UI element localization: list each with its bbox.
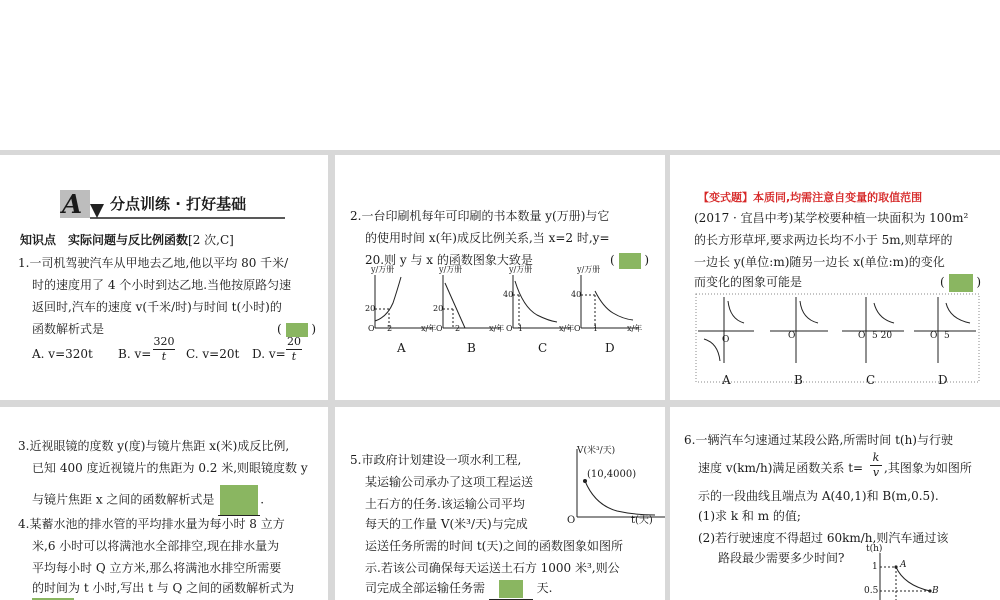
graph-b-label: B: [794, 373, 803, 387]
q1-option-c: C. v=20t: [186, 347, 240, 361]
q5-line-7: [365, 577, 553, 600]
q5-end: 天.: [536, 581, 553, 595]
variant-title: 【变式题】本质同,均需注意自变量的取值范围: [698, 191, 923, 204]
q1-option-b: [118, 343, 151, 365]
blank-top-area: [0, 0, 1000, 150]
point-a: [894, 565, 897, 568]
q2-answer-paren: [610, 249, 649, 271]
paren-open: (: [610, 253, 615, 267]
graph-b-xtick: 2: [455, 324, 461, 333]
graph-a-origin: O: [368, 324, 375, 333]
section-title: 分点训练 · 打好基础: [110, 195, 247, 213]
variant-line-1: (2017 · 宜昌中考)某学校要种植一块面积为 100m²: [694, 211, 969, 225]
panel-question-1: [0, 155, 328, 400]
graph-d: [914, 297, 976, 363]
q5-line-1: 5.市政府计划建设一项水利工程,: [350, 453, 522, 467]
graph-c: [842, 297, 904, 363]
graph-a: [698, 297, 754, 363]
graph-b: [443, 275, 501, 328]
frac-num: 320: [153, 335, 175, 348]
q6-line-2-pre: 速度 v(km/h)满足函数关系 t=: [698, 461, 864, 475]
graph-line: [445, 283, 465, 328]
graph-a-xtick: 2: [387, 324, 393, 333]
badge-letter: A: [62, 190, 83, 220]
q6-graph-ytick-1: 1: [872, 562, 878, 572]
q3-answer-blank: [218, 485, 260, 516]
graph-c-xlabel: x/年: [559, 324, 575, 333]
q5-line-7-text: 司完成全部运输任务需: [365, 581, 486, 595]
graph-a-origin: O: [722, 335, 730, 345]
q3-answer-block[interactable]: [220, 485, 258, 515]
graph-b-ytick: 20: [433, 304, 444, 313]
q1-option-d-fraction: [286, 335, 302, 364]
graph-c-ytick: 40: [503, 290, 514, 299]
graph-c-label: C: [866, 373, 876, 387]
graph-b: [770, 297, 828, 363]
paren-open: (: [277, 322, 282, 336]
frac-num: k: [870, 451, 882, 466]
graph-d-ytick: 40: [571, 290, 582, 299]
opt-d-prefix: D. v=: [252, 347, 286, 361]
q6-fraction: [870, 451, 882, 480]
graph-d: [581, 275, 639, 328]
variant-answer-block[interactable]: [949, 274, 973, 292]
q1-option-b-fraction: [153, 335, 175, 364]
graph-a: [375, 275, 433, 328]
graph-a-ytick: 20: [365, 304, 376, 313]
knowledge-point-tag: [2 次,C]: [188, 233, 234, 247]
q5-graph-xlabel: t(天): [631, 515, 653, 526]
q4-line-1: 4.某蓄水池的排水管的平均排水量为每小时 8 立方: [18, 517, 285, 531]
q5-line-2: 某运输公司承办了这项工程运送: [365, 475, 534, 489]
q6-sub-2b: 路段最少需要多少时间?: [718, 551, 845, 565]
graph-d-xtick: 1: [593, 324, 599, 333]
variant-line-4: 而变化的图象可能是: [694, 275, 803, 289]
q1-line-4: 函数解析式是: [32, 322, 105, 336]
knowledge-point-line: [20, 229, 234, 251]
q6-graph-ylabel: t(h): [866, 544, 883, 554]
q3-line-1: 3.近视眼镜的度数 y(度)与镜片焦距 x(米)成反比例,: [18, 439, 290, 453]
graph-d-label: D: [605, 341, 615, 355]
frac-den: v: [872, 466, 880, 479]
graph-c: [513, 275, 571, 328]
q4-line-4: 的时间为 t 小时,写出 t 与 Q 之间的函数解析式为: [32, 581, 295, 595]
q5-line-4: 每天的工作量 V(米³/天)与完成: [365, 517, 528, 531]
graph-c-ticks: 5 20: [872, 331, 893, 341]
q5-line-5: 运送任务所需的时间 t(天)之间的函数图象如图所: [365, 539, 624, 553]
q1-line-3: 返回时,汽车的速度 v(千米/时)与时间 t(小时)的: [32, 300, 282, 314]
curve-q1: [946, 303, 970, 323]
paren-open: (: [940, 275, 945, 289]
panel-question-2: [335, 155, 665, 400]
paren-close: ): [976, 275, 982, 289]
graph-curve: [375, 277, 401, 321]
panel-question-5: [335, 407, 665, 600]
q5-graph-point-label: (10,4000): [587, 469, 637, 480]
q1-option-a: A. v=320t: [32, 347, 93, 361]
q6-line-2-post: ,其图象为如图所: [884, 461, 972, 475]
graph-c-label: C: [538, 341, 548, 355]
paren-close: ): [311, 322, 317, 336]
frac-num: 20: [287, 335, 301, 348]
q1-line-1: 1.一司机驾驶汽车从甲地去乙地,他以平均 80 千米/: [18, 256, 289, 270]
q2-line-3: 20.则 y 与 x 的函数图象大致是: [365, 253, 533, 267]
q2-graphs: [335, 273, 665, 398]
q3-line-3-text: 与镜片焦距 x 之间的函数解析式是: [32, 492, 215, 507]
graph-c-xtick: 1: [518, 324, 524, 333]
knowledge-point-label: 知识点 实际问题与反比例函数: [20, 233, 189, 247]
variant-line-3: 一边长 y(单位:m)随另一边长 x(单位:m)的变化: [694, 255, 945, 269]
graph-curve: [585, 481, 655, 515]
q2-line-1: 2.一台印刷机每年可印刷的书本数量 y(万册)与它: [350, 209, 610, 223]
q6-graph-point-a: A: [900, 560, 907, 570]
q5-line-3: 土石方的任务.该运输公司平均: [365, 497, 525, 511]
q5-graph-origin: O: [567, 515, 576, 526]
frac-den: t: [291, 350, 297, 363]
q5-answer-block[interactable]: [499, 580, 523, 598]
curve-q1: [874, 303, 894, 323]
q5-graph-ylabel: V(米³/天): [577, 446, 616, 456]
paren-close: ): [644, 253, 650, 267]
q6-line-3: 示的一段曲线且端点为 A(40,1)和 B(m,0.5).: [698, 489, 939, 503]
panel-variant-question: [670, 155, 1000, 400]
opt-b-prefix: B. v=: [118, 347, 152, 361]
graph-c-ylabel: y/万册: [509, 265, 533, 274]
q1-option-d: [252, 343, 286, 365]
graph-b-ylabel: y/万册: [439, 265, 463, 274]
graph-d-origin: O: [574, 324, 581, 333]
q6-line-1: 6.一辆汽车匀速通过某段公路,所需时间 t(h)与行驶: [684, 433, 953, 447]
frac-den: t: [161, 350, 167, 363]
q6-line-2: [698, 457, 863, 479]
q2-line-2: 的使用时间 x(年)成反比例关系,当 x=2 时,y=: [365, 231, 610, 245]
q5-answer-blank: [489, 577, 533, 600]
graph-a-xlabel: x/年: [421, 324, 437, 333]
graph-curve: [595, 291, 633, 320]
graph-b-xlabel: x/年: [489, 324, 505, 333]
q3-line-3: [32, 485, 264, 516]
q2-answer-block[interactable]: [619, 253, 641, 269]
panel-question-6: [670, 407, 1000, 600]
curve-q1: [728, 301, 744, 323]
graph-d-ticks: 5: [944, 331, 950, 341]
graph-d-label: D: [938, 373, 948, 387]
q3-line-2: 已知 400 度近视镜片的焦距为 0.2 米,则眼镜度数 y: [32, 461, 308, 475]
curve-q3: [704, 339, 720, 361]
q6-graph-point-b: B: [932, 586, 939, 596]
q5-line-6: 示.若该公司确保每天运送土石方 1000 米³,则公: [365, 561, 620, 575]
graph-d-xlabel: x/年: [627, 324, 643, 333]
graph-b-origin: O: [788, 331, 796, 341]
graph-a-label: A: [397, 341, 406, 355]
graph-b-origin: O: [436, 324, 443, 333]
q6-sub-1: (1)求 k 和 m 的值;: [698, 509, 801, 523]
variant-line-2: 的长方形草坪,要求两边长均不小于 5m,则草坪的: [694, 233, 953, 247]
q6-sub-2a: (2)若行驶速度不得超过 60km/h,则汽车通过该: [698, 531, 949, 545]
panel-questions-3-4: [0, 407, 328, 600]
graph-a-label: A: [722, 373, 731, 387]
graph-b-label: B: [467, 341, 476, 355]
graph-c-origin: O: [506, 324, 513, 333]
graph-d-origin: O: [930, 331, 938, 341]
q4-line-3: 平均每小时 Q 立方米,那么将满池水排空所需要: [32, 561, 282, 575]
curve-q1: [800, 301, 818, 323]
q1-line-2: 时的速度用了 4 个小时到达乙地.当他按原路匀速: [32, 278, 292, 292]
variant-answer-paren: [940, 271, 981, 293]
graph-curve: [515, 281, 557, 322]
graph-c-origin: O: [858, 331, 866, 341]
badge-arrow: [90, 204, 104, 218]
q3-end: .: [260, 492, 265, 507]
graph-a-ylabel: y/万册: [371, 265, 395, 274]
q4-line-2: 米,6 小时可以将满池水全部排空,现在排水量为: [32, 539, 280, 553]
variant-graphs: [670, 293, 1000, 383]
q6-graph-ytick-2: 0.5: [864, 586, 879, 596]
graph-d-ylabel: y/万册: [577, 265, 601, 274]
